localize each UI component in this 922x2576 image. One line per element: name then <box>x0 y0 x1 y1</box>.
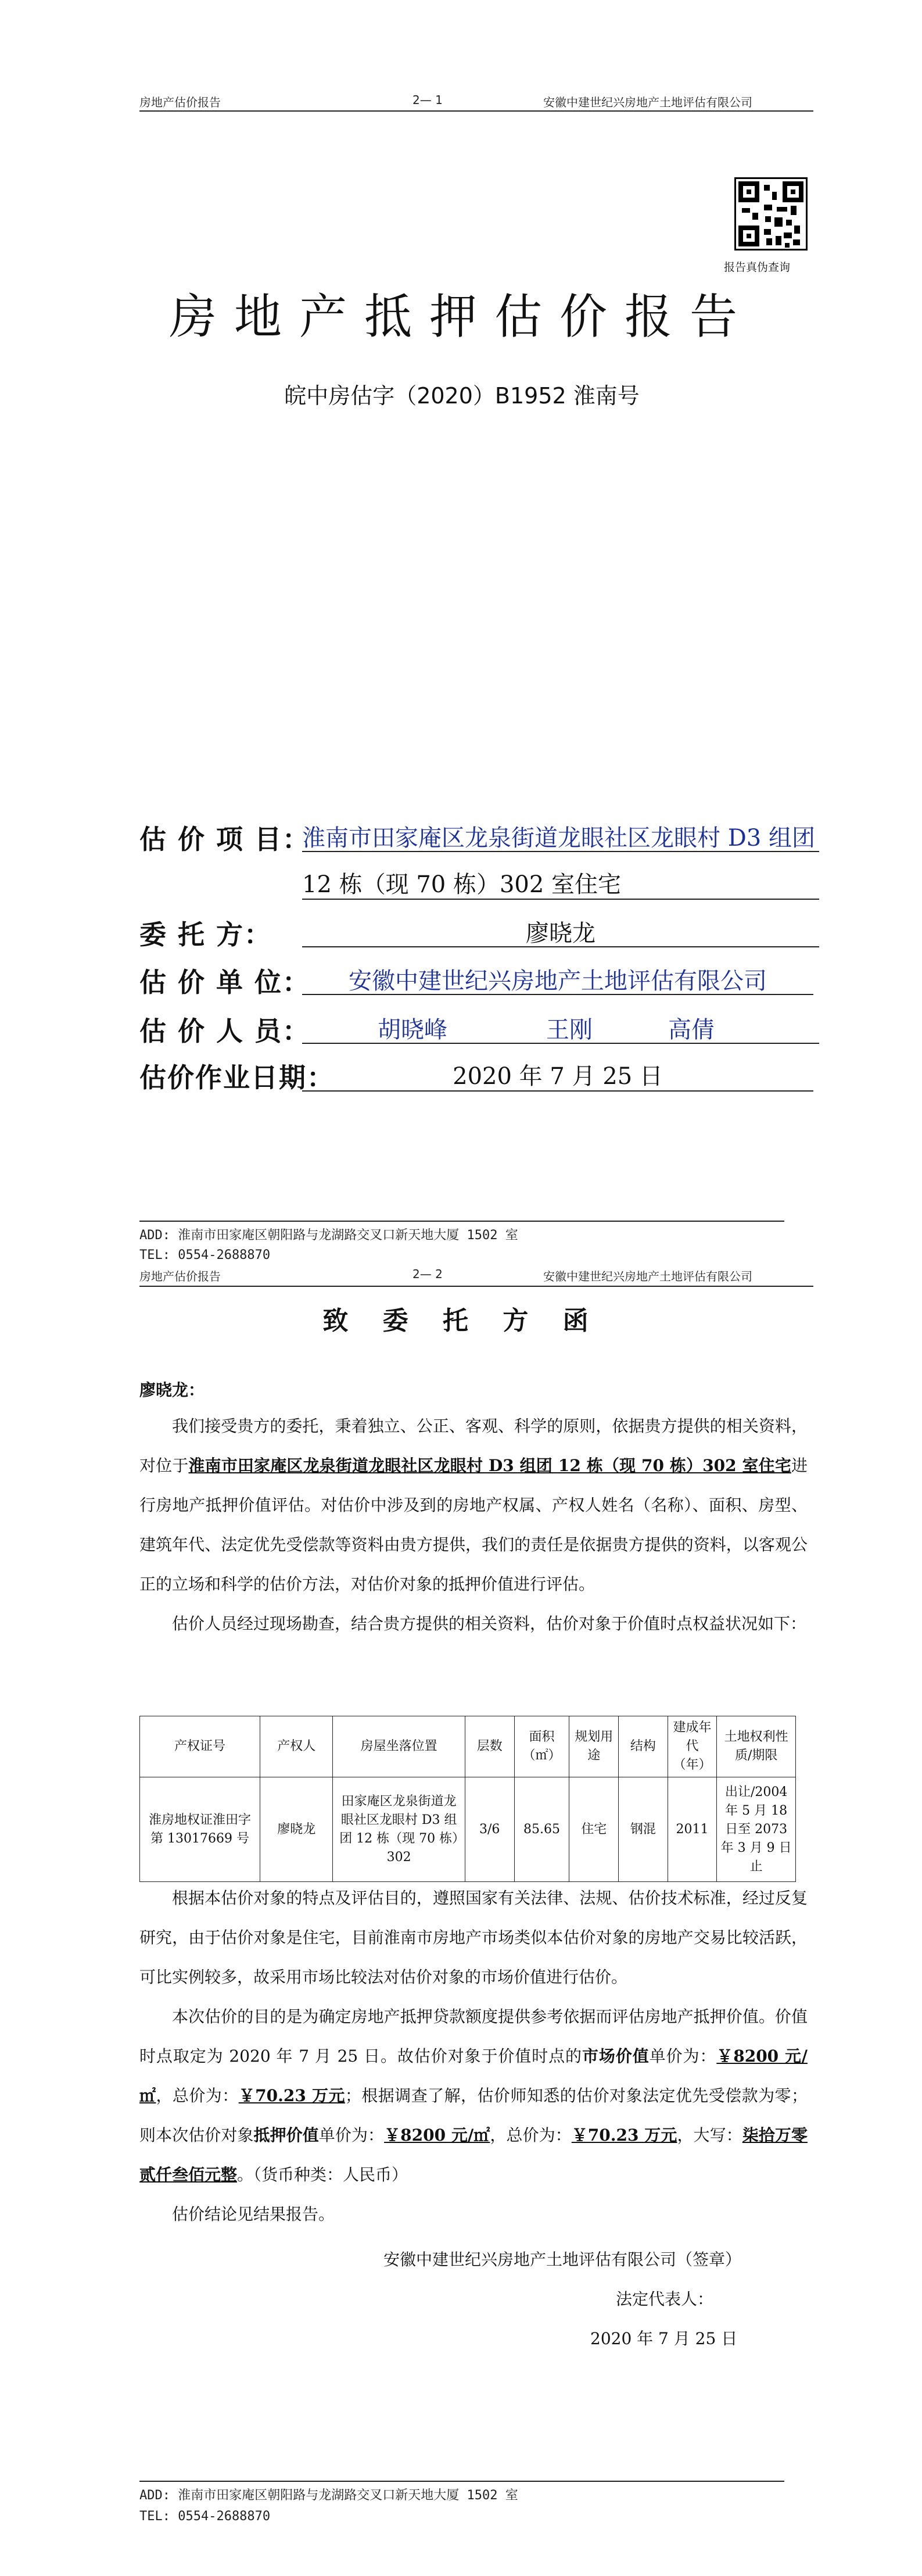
p4-text-a: 本次估价的目的是为确定房地产抵押贷款额度提供参考依据而评估房地产抵押价值。价值时点取定为 2020 年 7 月 25 日。故估价对象于价值时点的 <box>139 2007 808 2066</box>
table-header-cell: 土地权利性质/期限 <box>717 1716 796 1777</box>
table-header-cell: 规划用途 <box>569 1716 619 1777</box>
qr-code-icon[interactable] <box>734 177 808 251</box>
table-cell: 住宅 <box>569 1777 619 1882</box>
page-header-number: 2— 1 <box>412 93 443 107</box>
page-header-left: 房地产估价报告 <box>139 95 221 109</box>
signature-company: 安徽中建世纪兴房地产土地评估有限公司（签章） <box>383 2250 742 2269</box>
appraisers-underline <box>302 1043 819 1044</box>
qr-caption: 报告真伪查询 <box>724 261 791 274</box>
footer-rule <box>139 2481 784 2482</box>
p1-text-b: 进行房地产抵押价值评估。对估价中涉及到的房地产权属、产权人姓名（名称）、面积、房型、建筑年代、法定优先受偿款等资料由贵方提供，我们的责任是依据贵方提供的资料，以客观公正的立场和科学的估价方法，对估价对象的抵押价值进行评估。 <box>139 1456 808 1594</box>
p1-text-a: 我们接受贵方的委托，秉着独立、公正、客观、科学的原则，依据贵方提供的相关资料，对位于 <box>139 1416 808 1475</box>
table-cell: 淮房地权证淮田字第 13017669 号 <box>140 1777 260 1882</box>
table-header-cell: 建成年代（年） <box>668 1716 717 1777</box>
p1-property-address: 淮南市田家庵区龙泉街道龙眼社区龙眼村 D3 组团 12 栋（现 70 栋）302 室住宅 <box>188 1456 791 1475</box>
table-header-cell: 产权证号 <box>140 1716 260 1777</box>
date-label: 估价作业日期： <box>139 1062 335 1093</box>
footer-address: ADD: 淮南市田家庵区朝阳路与龙湖路交叉口新天地大厦 1502 室 <box>139 1228 518 1243</box>
footer-address: ADD: 淮南市田家庵区朝阳路与龙湖路交叉口新天地大厦 1502 室 <box>139 2488 518 2503</box>
amount-in-words: 柒拾万零贰仟叁佰元整 <box>139 2126 808 2184</box>
footer-tel: TEL: 0554-2688870 <box>139 1248 271 1262</box>
table-header-cell: 层数 <box>465 1716 514 1777</box>
table-header-cell: 面积（㎡） <box>514 1716 569 1777</box>
mortgage-value-label: 抵押价值 <box>253 2126 319 2145</box>
property-info-table <box>139 1716 796 1882</box>
project-underline-2 <box>302 899 819 900</box>
header-rule <box>139 1286 813 1287</box>
table-header-cell: 结构 <box>619 1716 668 1777</box>
project-value-line1: 淮南市田家庵区龙泉街道龙眼社区龙眼村 D3 组团 <box>302 825 815 851</box>
report-title: 房地产抵押估价报告 <box>168 289 755 345</box>
table-cell: 廖晓龙 <box>260 1777 333 1882</box>
table-cell: 3/6 <box>465 1777 514 1882</box>
header-rule <box>139 110 813 112</box>
appraiser-1: 胡晓峰 <box>378 1017 447 1043</box>
p4-text-d: ；根据调查了解，估价师知悉的估价对象法定优先受偿款为零；则本次估价对象 <box>139 2086 808 2145</box>
client-underline <box>302 946 819 947</box>
appraiser-3: 高倩 <box>668 1017 715 1043</box>
page-header-left: 房地产估价报告 <box>139 1269 221 1283</box>
mortgage-unit-price: ￥8200 元/㎡ <box>384 2126 490 2145</box>
table-header-cell: 产权人 <box>260 1716 333 1777</box>
p4-text-h: 。（货币种类：人民币） <box>237 2165 408 2184</box>
p3-text: 根据本估价对象的特点及评估目的，遵照国家有关法律、法规、估价技术标准，经过反复研究，由于估价对象是住宅，目前淮南市房地产市场类似本估价对象的房地产交易比较活跃，可比实例较多，故采用市场比较法对估价对象的市场价值进行估价。 <box>139 1888 808 1987</box>
report-number: 皖中房估字（2020）B1952 淮南号 <box>284 383 640 409</box>
client-label: 委 托 方： <box>139 919 272 950</box>
p5-text: 估价结论见结果报告。 <box>172 2205 335 2224</box>
mortgage-total-price: ￥70.23 万元 <box>571 2126 677 2145</box>
signature-legal-rep: 法定代表人： <box>616 2289 714 2309</box>
unit-label: 估 价 单 位： <box>139 967 311 998</box>
table-header-row <box>140 1716 796 1777</box>
page-header-company: 安徽中建世纪兴房地产土地评估有限公司 <box>543 1269 752 1283</box>
table-cell: 2011 <box>668 1777 717 1882</box>
table-header-cell: 房屋坐落位置 <box>333 1716 465 1777</box>
table-cell: 出让/2004 年 5 月 18 日至 2073 年 3 月 9 日止 <box>717 1777 796 1882</box>
date-underline <box>302 1090 813 1092</box>
appraiser-2: 王刚 <box>546 1017 593 1043</box>
footer-tel: TEL: 0554-2688870 <box>139 2509 271 2524</box>
letter-title: 致 委 托 方 函 <box>322 1306 601 1336</box>
table-cell: 85.65 <box>514 1777 569 1882</box>
p4-text-f: ，总价为： <box>490 2126 572 2145</box>
signature-date: 2020 年 7 月 25 日 <box>590 2329 738 2348</box>
footer-rule <box>139 1221 784 1222</box>
page-header-company: 安徽中建世纪兴房地产土地评估有限公司 <box>543 95 752 109</box>
project-underline-1 <box>302 851 819 852</box>
project-label: 估 价 项 目： <box>139 824 311 855</box>
market-unit-price: ￥8200 元/㎡ <box>139 2047 808 2105</box>
p4-text-b: 单价为： <box>649 2047 717 2066</box>
letter-body-2 <box>139 1879 808 2234</box>
table-cell: 田家庵区龙泉街道龙眼社区龙眼村 D3 组团 12 栋（现 70 栋）302 <box>333 1777 465 1882</box>
p4-text-c: ，总价为： <box>156 2086 239 2105</box>
page-header-number: 2— 2 <box>412 1267 443 1281</box>
table-row <box>140 1777 796 1882</box>
unit-underline <box>302 994 813 995</box>
p2-text: 估价人员经过现场勘查，结合贵方提供的相关资料，估价对象于价值时点权益状况如下： <box>172 1614 807 1633</box>
p4-text-e: 单价为： <box>318 2126 385 2145</box>
salutation: 廖晓龙： <box>139 1380 205 1400</box>
letter-body-1 <box>139 1407 808 1644</box>
unit-value: 安徽中建世纪兴房地产土地评估有限公司 <box>349 968 767 994</box>
date-value: 2020 年 7 月 25 日 <box>453 1063 663 1090</box>
market-value-label: 市场价值 <box>582 2047 650 2066</box>
p4-text-g: ，大写： <box>677 2126 742 2145</box>
project-value-line2: 12 栋（现 70 栋）302 室住宅 <box>302 871 622 898</box>
client-value: 廖晓龙 <box>526 920 595 947</box>
table-cell: 钢混 <box>619 1777 668 1882</box>
market-total-price: ￥70.23 万元 <box>238 2086 345 2105</box>
appraisers-label: 估 价 人 员： <box>139 1015 311 1047</box>
